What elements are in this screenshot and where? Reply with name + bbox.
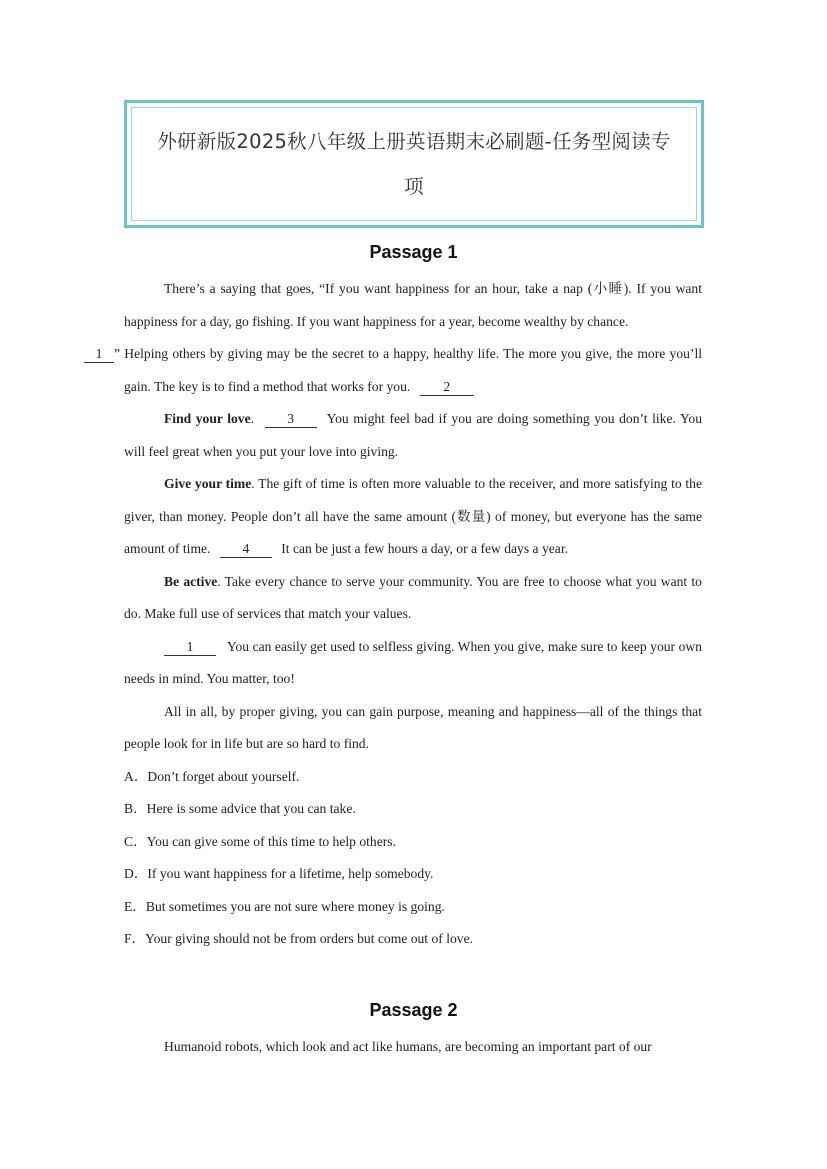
- answer-blank-4: 4: [220, 541, 272, 558]
- passage-1-paragraph-1: [95, 273, 702, 403]
- document-title: 外研新版2025秋八年级上册英语期末必刷题-任务型阅读专项: [157, 130, 671, 198]
- passage-1-paragraph-6: All in all, by proper giving, you can gain purpose, meaning and happiness—all of the things that people look for in life but are so hard to find.: [124, 703, 702, 751]
- paragraph-text: You can easily get used to selfless giving. When you give, make sure to keep your own needs in mind. You matter, too!: [124, 638, 702, 686]
- passage-1-paragraph-5: [124, 631, 702, 696]
- paragraph-text: Take every chance to serve your community. You are free to choose what you want to do. Make full use of services that match your values.: [124, 573, 702, 621]
- paragraph-text: There’s a saying that goes, “If you want happiness for an hour, take a nap (小睡). If you want happiness for a day, go fishing. If you want happiness for a year, become wealthy by chance.: [124, 281, 702, 329]
- paragraph-text: It can be just a few hours a day, or a few days a year.: [281, 541, 569, 556]
- passage-1-body: [95, 273, 703, 956]
- passage-2-body: [124, 1031, 702, 1064]
- passage-1-paragraph-4: Be active. Take every chance to serve your community. You are free to choose what you want to do. Make full use of services that match your values.: [124, 573, 702, 621]
- option-a: A．Don’t forget about yourself.: [124, 768, 300, 784]
- passage-1-paragraph-3: Give your time. The gift of time is often more valuable to the receiver, and more satisfying to the giver, than money. People don’t all have the same amount (数量) of money, but everyone has the same amount of time. 4 It can be just a few hours a day, or a few days a year.: [124, 476, 702, 556]
- option-c: C．You can give some of this time to help others.: [124, 833, 396, 849]
- passage-2-heading: Passage 2: [369, 1000, 458, 1020]
- option-e: E．But sometimes you are not sure where money is going.: [124, 898, 445, 914]
- passage-2-paragraph-1: Humanoid robots, which look and act like humans, are becoming an important part of our: [164, 1039, 652, 1054]
- option-f: F．Your giving should not be from orders but come out of love.: [124, 931, 474, 946]
- passage-1-heading: Passage 1: [369, 242, 458, 262]
- paragraph-text: You might feel bad if you are doing something you don’t like. You will feel great when you put your love into giving.: [124, 411, 703, 459]
- passage-1-paragraph-2: Find your love. 3 You might feel bad if you are doing something you don’t like. You will feel great when you put your love into giving.: [124, 411, 703, 459]
- title-inner-frame: [131, 107, 697, 221]
- subheading-find-your-love: Find your love: [164, 411, 251, 426]
- subheading-be-active: Be active: [164, 573, 218, 589]
- answer-blank-5: 1: [164, 639, 216, 656]
- answer-blank-1: 1: [84, 346, 114, 363]
- answer-blank-2: 2: [420, 379, 474, 396]
- option-b: B．Here is some advice that you can take.: [124, 801, 356, 816]
- subheading-give-your-time: Give your time: [164, 476, 252, 491]
- answer-blank-3: 3: [265, 411, 317, 428]
- paragraph-text: The gift of time is often more valuable to the receiver, and more satisfying to the giver, than money. People don’t all have the same amount (数量) of money, but everyone has the same amount of time.: [124, 476, 702, 556]
- title-box: [124, 100, 704, 228]
- option-d: D．If you want happiness for a lifetime, help somebody.: [124, 866, 434, 881]
- paragraph-text: ” Helping others by giving may be the secret to a happy, healthy life. The more you give, the more you’ll gain. The key is to find a method that works for you.: [114, 346, 702, 394]
